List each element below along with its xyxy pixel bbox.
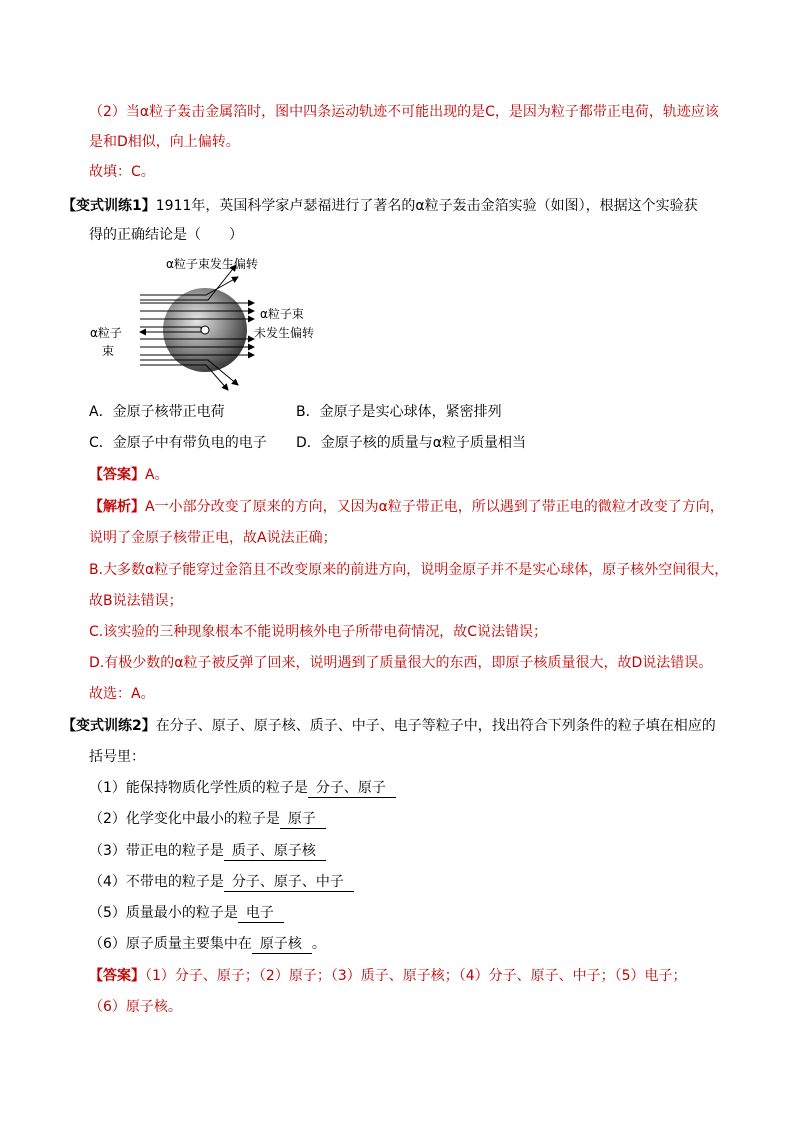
q1-analysis-line-4: 故B说法错误； — [89, 593, 183, 609]
q2-item-blank: 电子 — [238, 904, 284, 923]
label-straight-2: 未发生偏转 — [254, 326, 315, 340]
q2-item-blank: 分子、原子、中子 — [224, 873, 354, 892]
prev-answer: 故填：C。 — [89, 164, 155, 180]
q2-answer-tag: 【答案】 — [89, 968, 145, 984]
q2-answer-line-2: （6）原子核。 — [89, 999, 182, 1015]
q1-answer-tag: 【答案】 — [89, 467, 145, 483]
q2-item-blank: 质子、原子核 — [224, 842, 326, 861]
option-d: D．金原子核的质量与α粒子质量相当 — [296, 435, 527, 451]
label-straight-1: α粒子束 — [260, 307, 304, 321]
q2-item-1 — [89, 778, 396, 798]
q2-item-5 — [89, 903, 284, 923]
rutherford-experiment-figure — [88, 255, 338, 395]
q1-analysis-line-3: B.大多数α粒子能穿过金箔且不改变原来的前进方向，说明金原子并不是实心球体，原子核外空间很大， — [89, 562, 729, 578]
q2-item-blank: 原子核 — [252, 935, 312, 954]
q1-stem-text: 1911年，英国科学家卢瑟福进行了著名的α粒子轰击金箔实验（如图），根据这个实验获 — [155, 198, 698, 214]
q2-item-text: （5）质量最小的粒子是 — [89, 905, 238, 921]
q2-stem-line-2: 括号里： — [89, 749, 145, 765]
q2-item-text: （2）化学变化中最小的粒子是 — [89, 811, 280, 827]
prev-line-1: （2）当α粒子轰击金属箔时，图中四条运动轨迹不可能出现的是C，是因为粒子都带正电荷，轨迹应该 — [89, 104, 719, 120]
q1-stem-line-2: 得的正确结论是（ ） — [89, 227, 243, 243]
q2-item-text: （1）能保持物质化学性质的粒子是 — [89, 780, 308, 796]
q1-final: 故选：A。 — [89, 686, 155, 702]
label-deflect: α粒子束发生偏转 — [166, 257, 258, 271]
prev-line-2: 是和D相似，向上偏转。 — [89, 134, 240, 150]
q1-analysis-line-2: 说明了金原子核带正电，故A说法正确； — [89, 530, 337, 546]
q2-item-text: （3）带正电的粒子是 — [89, 843, 224, 859]
q1-answer — [89, 465, 169, 485]
q1-analysis-text: A一小部分改变了原来的方向，又因为α粒子带正电，所以遇到了带正电的微粒才改变了方向， — [145, 499, 724, 515]
q1-analysis-tag: 【解析】 — [89, 499, 145, 515]
q2-item-blank: 原子 — [280, 810, 326, 829]
label-beam-1: α粒子 — [90, 326, 122, 340]
q1-tag: 【变式训练1】 — [62, 198, 156, 214]
q1-analysis-line-1 — [89, 497, 724, 517]
q2-item-text: （6）原子质量主要集中在 — [89, 936, 252, 952]
q2-item-6 — [89, 934, 326, 954]
q1-analysis-line-5: C.该实验的三种现象根本不能说明核外电子所带电荷情况，故C说法错误； — [89, 624, 547, 640]
q2-item-text: （4）不带电的粒子是 — [89, 874, 224, 890]
nucleus — [201, 326, 209, 334]
q2-item-after: 。 — [311, 936, 326, 952]
q2-item-blank: 分子、原子 — [308, 779, 396, 798]
q2-tag: 【变式训练2】 — [62, 718, 156, 734]
q2-item-3 — [89, 841, 326, 861]
q2-answer-text: （1）分子、原子；（2）原子；（3）质子、原子核；（4）分子、原子、中子；（5）电子； — [145, 968, 687, 984]
q1-answer-value: A。 — [145, 467, 169, 483]
q2-stem-text: 在分子、原子、原子核、质子、中子、电子等粒子中，找出符合下列条件的粒子填在相应的 — [155, 718, 716, 734]
q2-answer-line-1 — [89, 966, 687, 986]
q2-stem-line-1 — [62, 716, 716, 736]
q1-analysis-line-6: D.有极少数的α粒子被反弹了回来，说明遇到了质量很大的东西，即原子核质量很大，故D说法错误。 — [89, 655, 713, 671]
q2-item-4 — [89, 872, 354, 892]
option-c: C．金原子中有带负电的电子 — [89, 435, 267, 451]
q1-stem-line-1 — [62, 196, 698, 216]
option-b: B．金原子是实心球体，紧密排列 — [296, 404, 502, 420]
q2-item-2 — [89, 809, 326, 829]
label-beam-2: 束 — [102, 344, 115, 358]
option-a: A．金原子核带正电荷 — [89, 404, 225, 420]
